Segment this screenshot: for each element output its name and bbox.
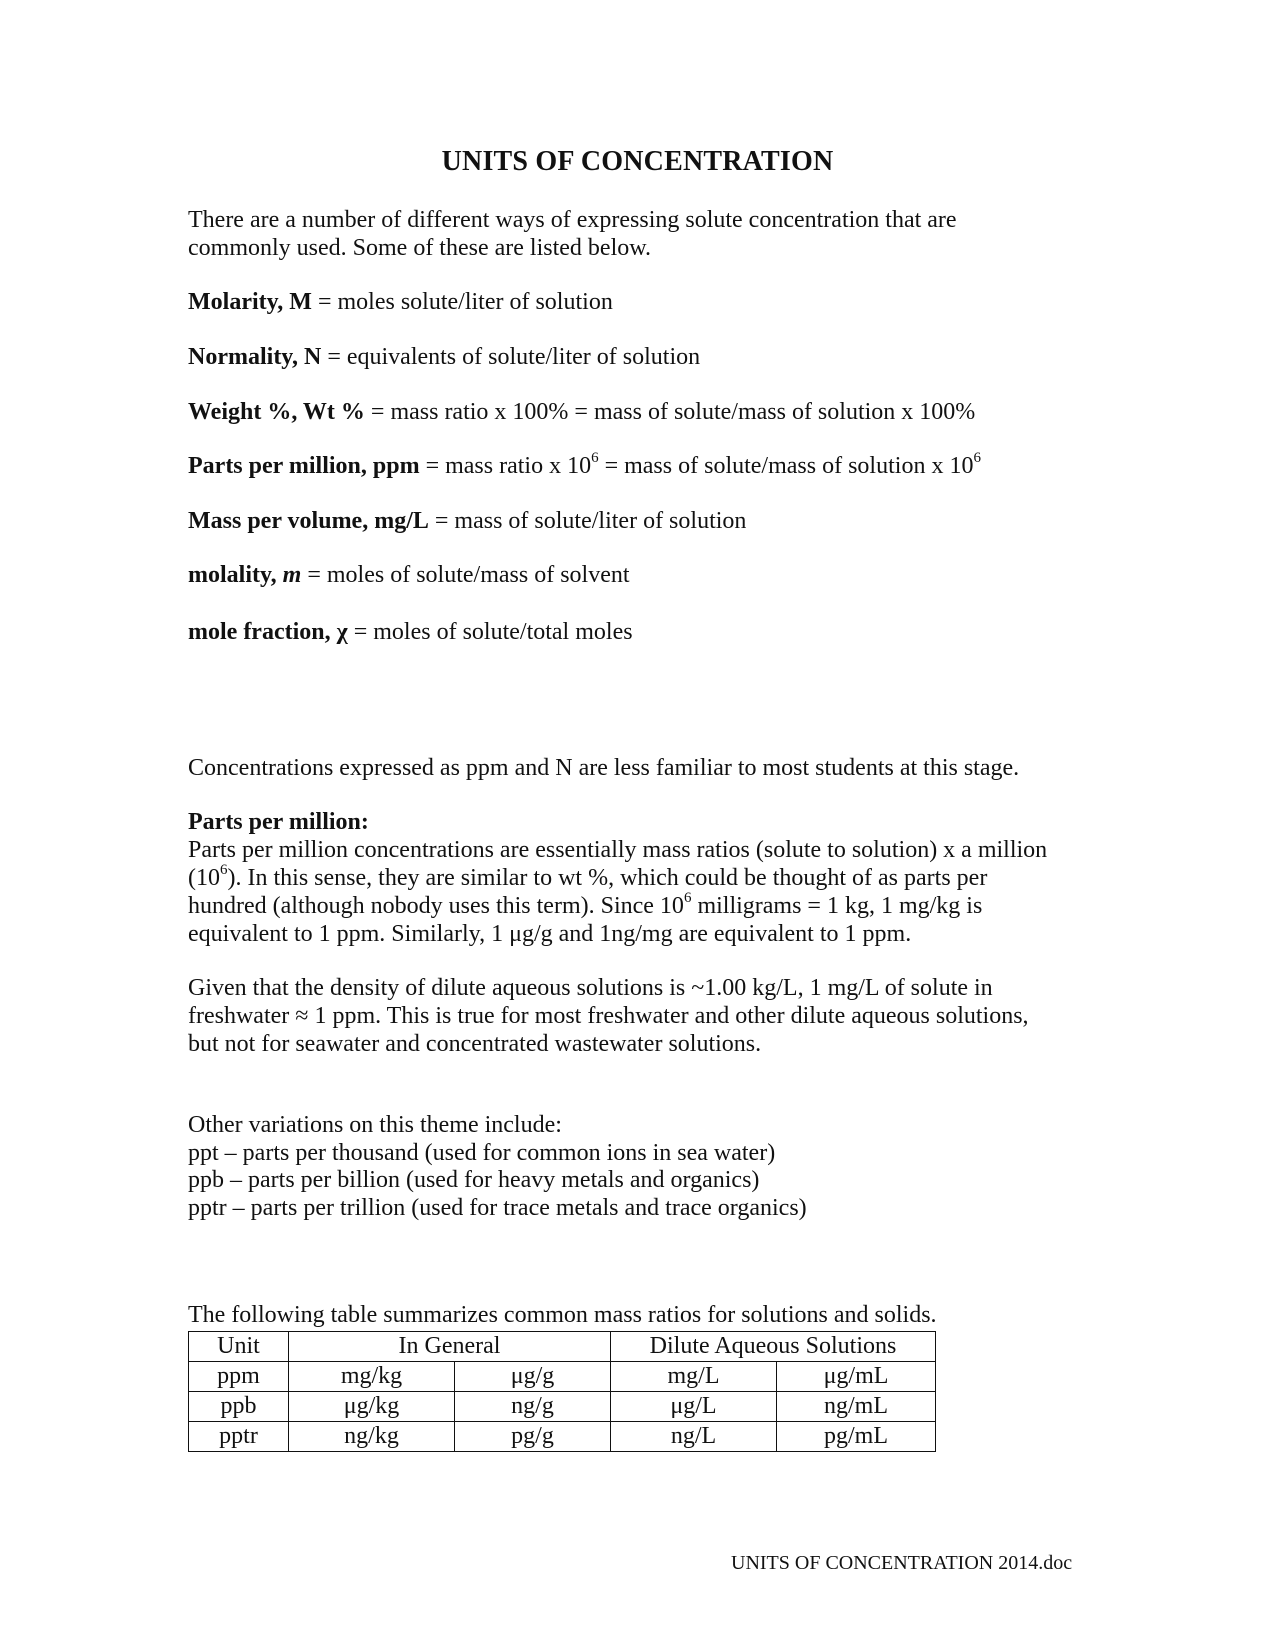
definition-mole-fraction bbox=[188, 618, 633, 646]
table-row bbox=[189, 1362, 936, 1392]
variation-item: ppb – parts per billion (used for heavy metals and organics) bbox=[188, 1167, 760, 1193]
table-cell: ng/g bbox=[455, 1392, 611, 1422]
definition-text: = mass ratio x 10 bbox=[419, 453, 592, 479]
table-cell: ppb bbox=[189, 1392, 289, 1422]
ppm-line-1: Parts per million concentrations are essentially mass ratios (solute to solution) x a million bbox=[188, 837, 1048, 863]
definition-term: Weight %, Wt % bbox=[188, 399, 365, 425]
definition-normality bbox=[188, 343, 700, 371]
definition-term: mole fraction, bbox=[188, 619, 337, 645]
table-cell: mg/kg bbox=[289, 1362, 455, 1392]
table-row bbox=[189, 1422, 936, 1452]
ppm-line-3 bbox=[188, 892, 982, 920]
variation-item: ppt – parts per thousand (used for common ions in sea water) bbox=[188, 1140, 776, 1166]
table-cell: ng/kg bbox=[289, 1422, 455, 1452]
definition-term: molality, bbox=[188, 562, 283, 588]
table-header-row bbox=[189, 1332, 936, 1362]
density-line-1: Given that the density of dilute aqueous solutions is ~1.00 kg/L, 1 mg/L of solute in bbox=[188, 975, 993, 1001]
definition-ppm bbox=[188, 452, 981, 480]
variation-item: pptr – parts per trillion (used for trace metals and trace organics) bbox=[188, 1195, 807, 1221]
table-cell: ng/L bbox=[611, 1422, 777, 1452]
definition-term: Mass per volume, mg/L bbox=[188, 508, 429, 534]
ppm-line-4: equivalent to 1 ppm. Similarly, 1 μg/g and 1ng/mg are equivalent to 1 ppm. bbox=[188, 921, 912, 947]
definition-weight-percent bbox=[188, 398, 975, 426]
familiarity-note: Concentrations expressed as ppm and N are less familiar to most students at this stage. bbox=[188, 755, 1020, 781]
table-cell: μg/L bbox=[611, 1392, 777, 1422]
definition-text: = mass of solute/liter of solution bbox=[428, 508, 747, 534]
definition-term: Normality, N bbox=[188, 344, 322, 370]
table-cell: μg/g bbox=[455, 1362, 611, 1392]
table-row bbox=[189, 1392, 936, 1422]
definition-text: = mass of solute/mass of solution x 10 bbox=[598, 453, 974, 479]
definition-symbol: m bbox=[282, 562, 302, 588]
page-title: UNITS OF CONCENTRATION bbox=[441, 146, 834, 177]
text: hundred (although nobody uses this term). Since 10 bbox=[188, 893, 684, 919]
table-cell: pg/g bbox=[455, 1422, 611, 1452]
table-cell: pg/mL bbox=[777, 1422, 936, 1452]
table-cell: mg/L bbox=[611, 1362, 777, 1392]
ppm-line-2 bbox=[188, 864, 987, 892]
document-footer: UNITS OF CONCENTRATION 2014.doc bbox=[731, 1552, 1073, 1574]
table-cell: ppm bbox=[189, 1362, 289, 1392]
text: ). In this sense, they are similar to wt %, which could be thought of as parts per bbox=[227, 865, 988, 891]
definition-text: = mass ratio x 100% = mass of solute/mass of solution x 100% bbox=[364, 399, 976, 425]
intro-line-2: commonly used. Some of these are listed below. bbox=[188, 235, 652, 261]
ppm-heading: Parts per million: bbox=[188, 809, 369, 835]
definition-molality bbox=[188, 561, 630, 589]
definition-mass-per-volume bbox=[188, 507, 746, 535]
table-caption: The following table summarizes common mass ratios for solutions and solids. bbox=[188, 1302, 937, 1328]
density-line-2: freshwater ≈ 1 ppm. This is true for most freshwater and other dilute aqueous solutions, bbox=[188, 1003, 1029, 1029]
table-cell: μg/mL bbox=[777, 1362, 936, 1392]
definition-text: = moles solute/liter of solution bbox=[311, 289, 613, 315]
density-line-3: but not for seawater and concentrated wastewater solutions. bbox=[188, 1031, 762, 1057]
table-cell: μg/kg bbox=[289, 1392, 455, 1422]
variations-intro: Other variations on this theme include: bbox=[188, 1112, 562, 1138]
exponent: 6 bbox=[683, 890, 692, 906]
definition-molarity bbox=[188, 288, 613, 316]
intro-line-1: There are a number of different ways of expressing solute concentration that are bbox=[188, 207, 957, 233]
definition-symbol: χ bbox=[336, 619, 348, 645]
exponent: 6 bbox=[591, 450, 599, 466]
mass-ratio-table bbox=[188, 1331, 936, 1452]
text: milligrams = 1 kg, 1 mg/kg is bbox=[691, 893, 983, 919]
header-unit: Unit bbox=[189, 1332, 289, 1362]
definition-term: Parts per million, ppm bbox=[188, 453, 420, 479]
definition-text: = equivalents of solute/liter of solution bbox=[321, 344, 701, 370]
header-in-general: In General bbox=[289, 1332, 611, 1362]
definition-term: Molarity, M bbox=[188, 289, 312, 315]
table-cell: ng/mL bbox=[777, 1392, 936, 1422]
text: (10 bbox=[188, 865, 220, 891]
table-cell: pptr bbox=[189, 1422, 289, 1452]
header-dilute-aqueous: Dilute Aqueous Solutions bbox=[611, 1332, 936, 1362]
definition-text: = moles of solute/total moles bbox=[347, 619, 633, 645]
definition-text: = moles of solute/mass of solvent bbox=[301, 562, 630, 588]
exponent: 6 bbox=[220, 862, 228, 878]
exponent: 6 bbox=[973, 450, 981, 466]
